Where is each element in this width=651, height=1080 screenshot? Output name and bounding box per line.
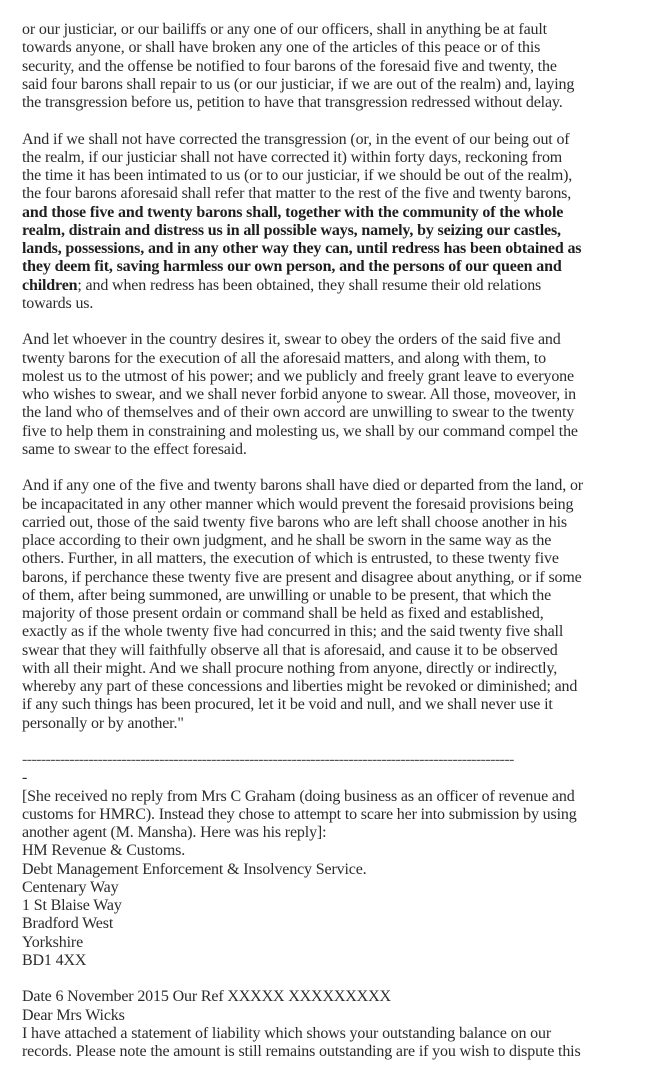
text-line bbox=[22, 240, 583, 258]
text-segment: whereby any part of these concessions and liberties might be revoked or diminished; and bbox=[22, 678, 578, 695]
text-line bbox=[22, 842, 583, 860]
text-line bbox=[22, 660, 583, 678]
text-segment: the transgression before us, petition to have that transgression redressed without delay. bbox=[22, 94, 563, 111]
text-segment: Date 6 November 2015 Our Ref XXXXX XXXXXXXXX bbox=[22, 988, 391, 1006]
text-segment: ; and when redress has been obtained, they shall resume their old relations bbox=[77, 276, 542, 294]
text-line bbox=[22, 350, 583, 368]
text-line bbox=[22, 368, 583, 386]
text-line bbox=[22, 915, 583, 933]
bold-text: lands, possessions, and in any other way they can, until redress has been obtained as bbox=[22, 240, 582, 257]
text-segment: with all their might. And we shall procure nothing from anyone, directly or indirectly, bbox=[22, 659, 558, 677]
text-line bbox=[22, 861, 583, 879]
text-line bbox=[22, 824, 583, 842]
text-segment: towards anyone, or shall have broken any one of the articles of this peace or of this bbox=[22, 39, 541, 57]
text-line bbox=[22, 94, 583, 112]
blank-line bbox=[22, 733, 583, 751]
text-line bbox=[22, 934, 583, 952]
text-segment: twenty barons for the execution of all the aforesaid matters, and along with them, to bbox=[22, 349, 546, 367]
blank-line bbox=[22, 970, 583, 988]
text-line bbox=[22, 21, 583, 39]
text-segment: molest us to the utmost of his power; and we publicly and freely grant leave to everyone bbox=[22, 367, 574, 385]
text-segment: Yorkshire bbox=[22, 933, 84, 951]
text-line bbox=[22, 149, 583, 167]
text-segment: the time it has been intimated to us (or to our justiciar, if we should be out of the realm), bbox=[22, 167, 573, 184]
text-segment: carried out, those of the said twenty five barons who are left shall choose another in his bbox=[22, 513, 568, 531]
text-line bbox=[22, 1043, 583, 1061]
text-segment: And let whoever in the country desires it, swear to obey the orders of the said five and bbox=[22, 331, 561, 349]
text-segment: Debt Management Enforcement & Insolvency Service. bbox=[22, 860, 367, 878]
text-line bbox=[22, 76, 583, 94]
text-segment: Centenary Way bbox=[22, 878, 119, 896]
text-line bbox=[22, 715, 583, 733]
text-segment: the land who of themselves and of their own accord are unwilling to swear to the twenty bbox=[22, 404, 575, 422]
text-line bbox=[22, 258, 583, 276]
text-line bbox=[22, 623, 583, 641]
text-line bbox=[22, 441, 583, 459]
text-segment: And if we shall not have corrected the transgression (or, in the event of our being out of bbox=[22, 130, 570, 148]
text-segment: exactly as if the whole twenty five had concurred in this; and the said twenty five shall bbox=[22, 623, 564, 641]
text-line bbox=[22, 788, 583, 806]
text-line bbox=[22, 167, 583, 185]
text-line bbox=[22, 769, 583, 787]
text-segment: the four barons aforesaid shall refer that matter to the rest of the five and twenty barons, bbox=[22, 185, 572, 203]
text-segment: HM Revenue & Customs. bbox=[22, 842, 186, 860]
text-line bbox=[22, 952, 583, 970]
text-line bbox=[22, 696, 583, 714]
text-line bbox=[22, 386, 583, 404]
text-segment: I have attached a statement of liability which shows your outstanding balance on our bbox=[22, 1024, 552, 1042]
text-line bbox=[22, 532, 583, 550]
text-segment: swear that they will faithfully observe all that is aforesaid, and cause it to be observed bbox=[22, 641, 558, 659]
bold-text: and those five and twenty barons shall, together with the community of the whole bbox=[22, 203, 564, 221]
text-segment: the realm, if our justiciar shall not have corrected it) within forty days, reckoning from bbox=[22, 148, 563, 166]
text-line bbox=[22, 496, 583, 514]
blank-line bbox=[22, 459, 583, 477]
text-line bbox=[22, 295, 583, 313]
text-segment: another agent (M. Mansha). Here was his reply]: bbox=[22, 824, 327, 841]
text-line bbox=[22, 988, 583, 1006]
text-line bbox=[22, 404, 583, 422]
text-line bbox=[22, 587, 583, 605]
text-line bbox=[22, 514, 583, 532]
text-line bbox=[22, 1025, 583, 1043]
text-segment: who wishes to swear, and we shall never forbid anyone to swear. All those, moveover, in bbox=[22, 386, 576, 403]
blank-line bbox=[22, 112, 583, 130]
text-line bbox=[22, 131, 583, 149]
text-line bbox=[22, 642, 583, 660]
text-segment: of them, after being summoned, are unwilling or unable to be present, that which the bbox=[22, 586, 552, 604]
text-line bbox=[22, 58, 583, 76]
text-segment: Dear Mrs Wicks bbox=[22, 1006, 125, 1024]
bold-text: realm, distrain and distress us in all possible ways, namely, by seizing our castles, bbox=[22, 221, 561, 239]
blank-line bbox=[22, 313, 583, 331]
text-segment: BD1 4XX bbox=[22, 951, 87, 969]
text-line bbox=[22, 204, 583, 222]
text-line bbox=[22, 879, 583, 897]
text-segment: place according to their own judgment, and he shall be sworn in the same way as the bbox=[22, 532, 552, 549]
text-line bbox=[22, 222, 583, 240]
text-line bbox=[22, 1007, 583, 1025]
text-line bbox=[22, 185, 583, 203]
text-segment: if any such things has been procured, let it be void and null, and we shall never use it bbox=[22, 696, 553, 714]
text-segment: same to swear to the effect foresaid. bbox=[22, 440, 247, 458]
text-segment: And if any one of the five and twenty barons shall have died or departed from the land, or bbox=[22, 477, 583, 495]
text-segment: said four barons shall repair to us (or our justiciar, if we are out of the realm) and, laying bbox=[22, 75, 575, 93]
text-segment: towards us. bbox=[22, 294, 94, 312]
text-segment: - bbox=[22, 769, 28, 787]
text-segment: personally or by another." bbox=[22, 714, 184, 732]
text-line bbox=[22, 550, 583, 568]
bold-text: children bbox=[22, 276, 78, 294]
text-line bbox=[22, 751, 583, 769]
text-segment: Bradford West bbox=[22, 915, 114, 933]
text-line bbox=[22, 569, 583, 587]
text-line bbox=[22, 897, 583, 915]
text-line bbox=[22, 423, 583, 441]
text-segment: majority of those present ordain or command shall be held as fixed and established, bbox=[22, 605, 544, 622]
text-segment: or our justiciar, or our bailiffs or any one of our officers, shall in anything be at fault bbox=[22, 21, 547, 38]
text-line bbox=[22, 39, 583, 57]
text-segment: records. Please note the amount is still remains outstanding are if you wish to dispute this bbox=[22, 1043, 581, 1060]
text-segment: five to help them in constraining and molesting us, we shall by our command compel the bbox=[22, 422, 578, 440]
text-line bbox=[22, 331, 583, 349]
text-line bbox=[22, 678, 583, 696]
text-segment: be incapacitated in any other manner which would prevent the foresaid provisions being bbox=[22, 495, 574, 513]
text-line bbox=[22, 605, 583, 623]
text-line bbox=[22, 806, 583, 824]
document-body bbox=[22, 21, 583, 1061]
text-segment: [She received no reply from Mrs C Graham (doing business as an officer of revenue and bbox=[22, 787, 575, 805]
text-segment: customs for HMRC). Instead they chose to attempt to scare her into submission by using bbox=[22, 805, 577, 823]
text-segment: 1 St Blaise Way bbox=[22, 897, 122, 914]
text-segment: barons, if perchance these twenty five are present and disagree about anything, or if some bbox=[22, 568, 582, 586]
bold-text: they deem fit, saving harmless our own person, and the persons of our queen and bbox=[22, 258, 562, 276]
text-segment: others. Further, in all matters, the execution of which is entrusted, to these twenty five bbox=[22, 550, 559, 568]
separator-rule: -------------------------------------------------------------------------------------------------------- bbox=[22, 751, 514, 768]
text-line bbox=[22, 477, 583, 495]
text-segment: security, and the offense be notified to four barons of the foresaid five and twenty, the bbox=[22, 57, 557, 75]
text-line bbox=[22, 277, 583, 295]
